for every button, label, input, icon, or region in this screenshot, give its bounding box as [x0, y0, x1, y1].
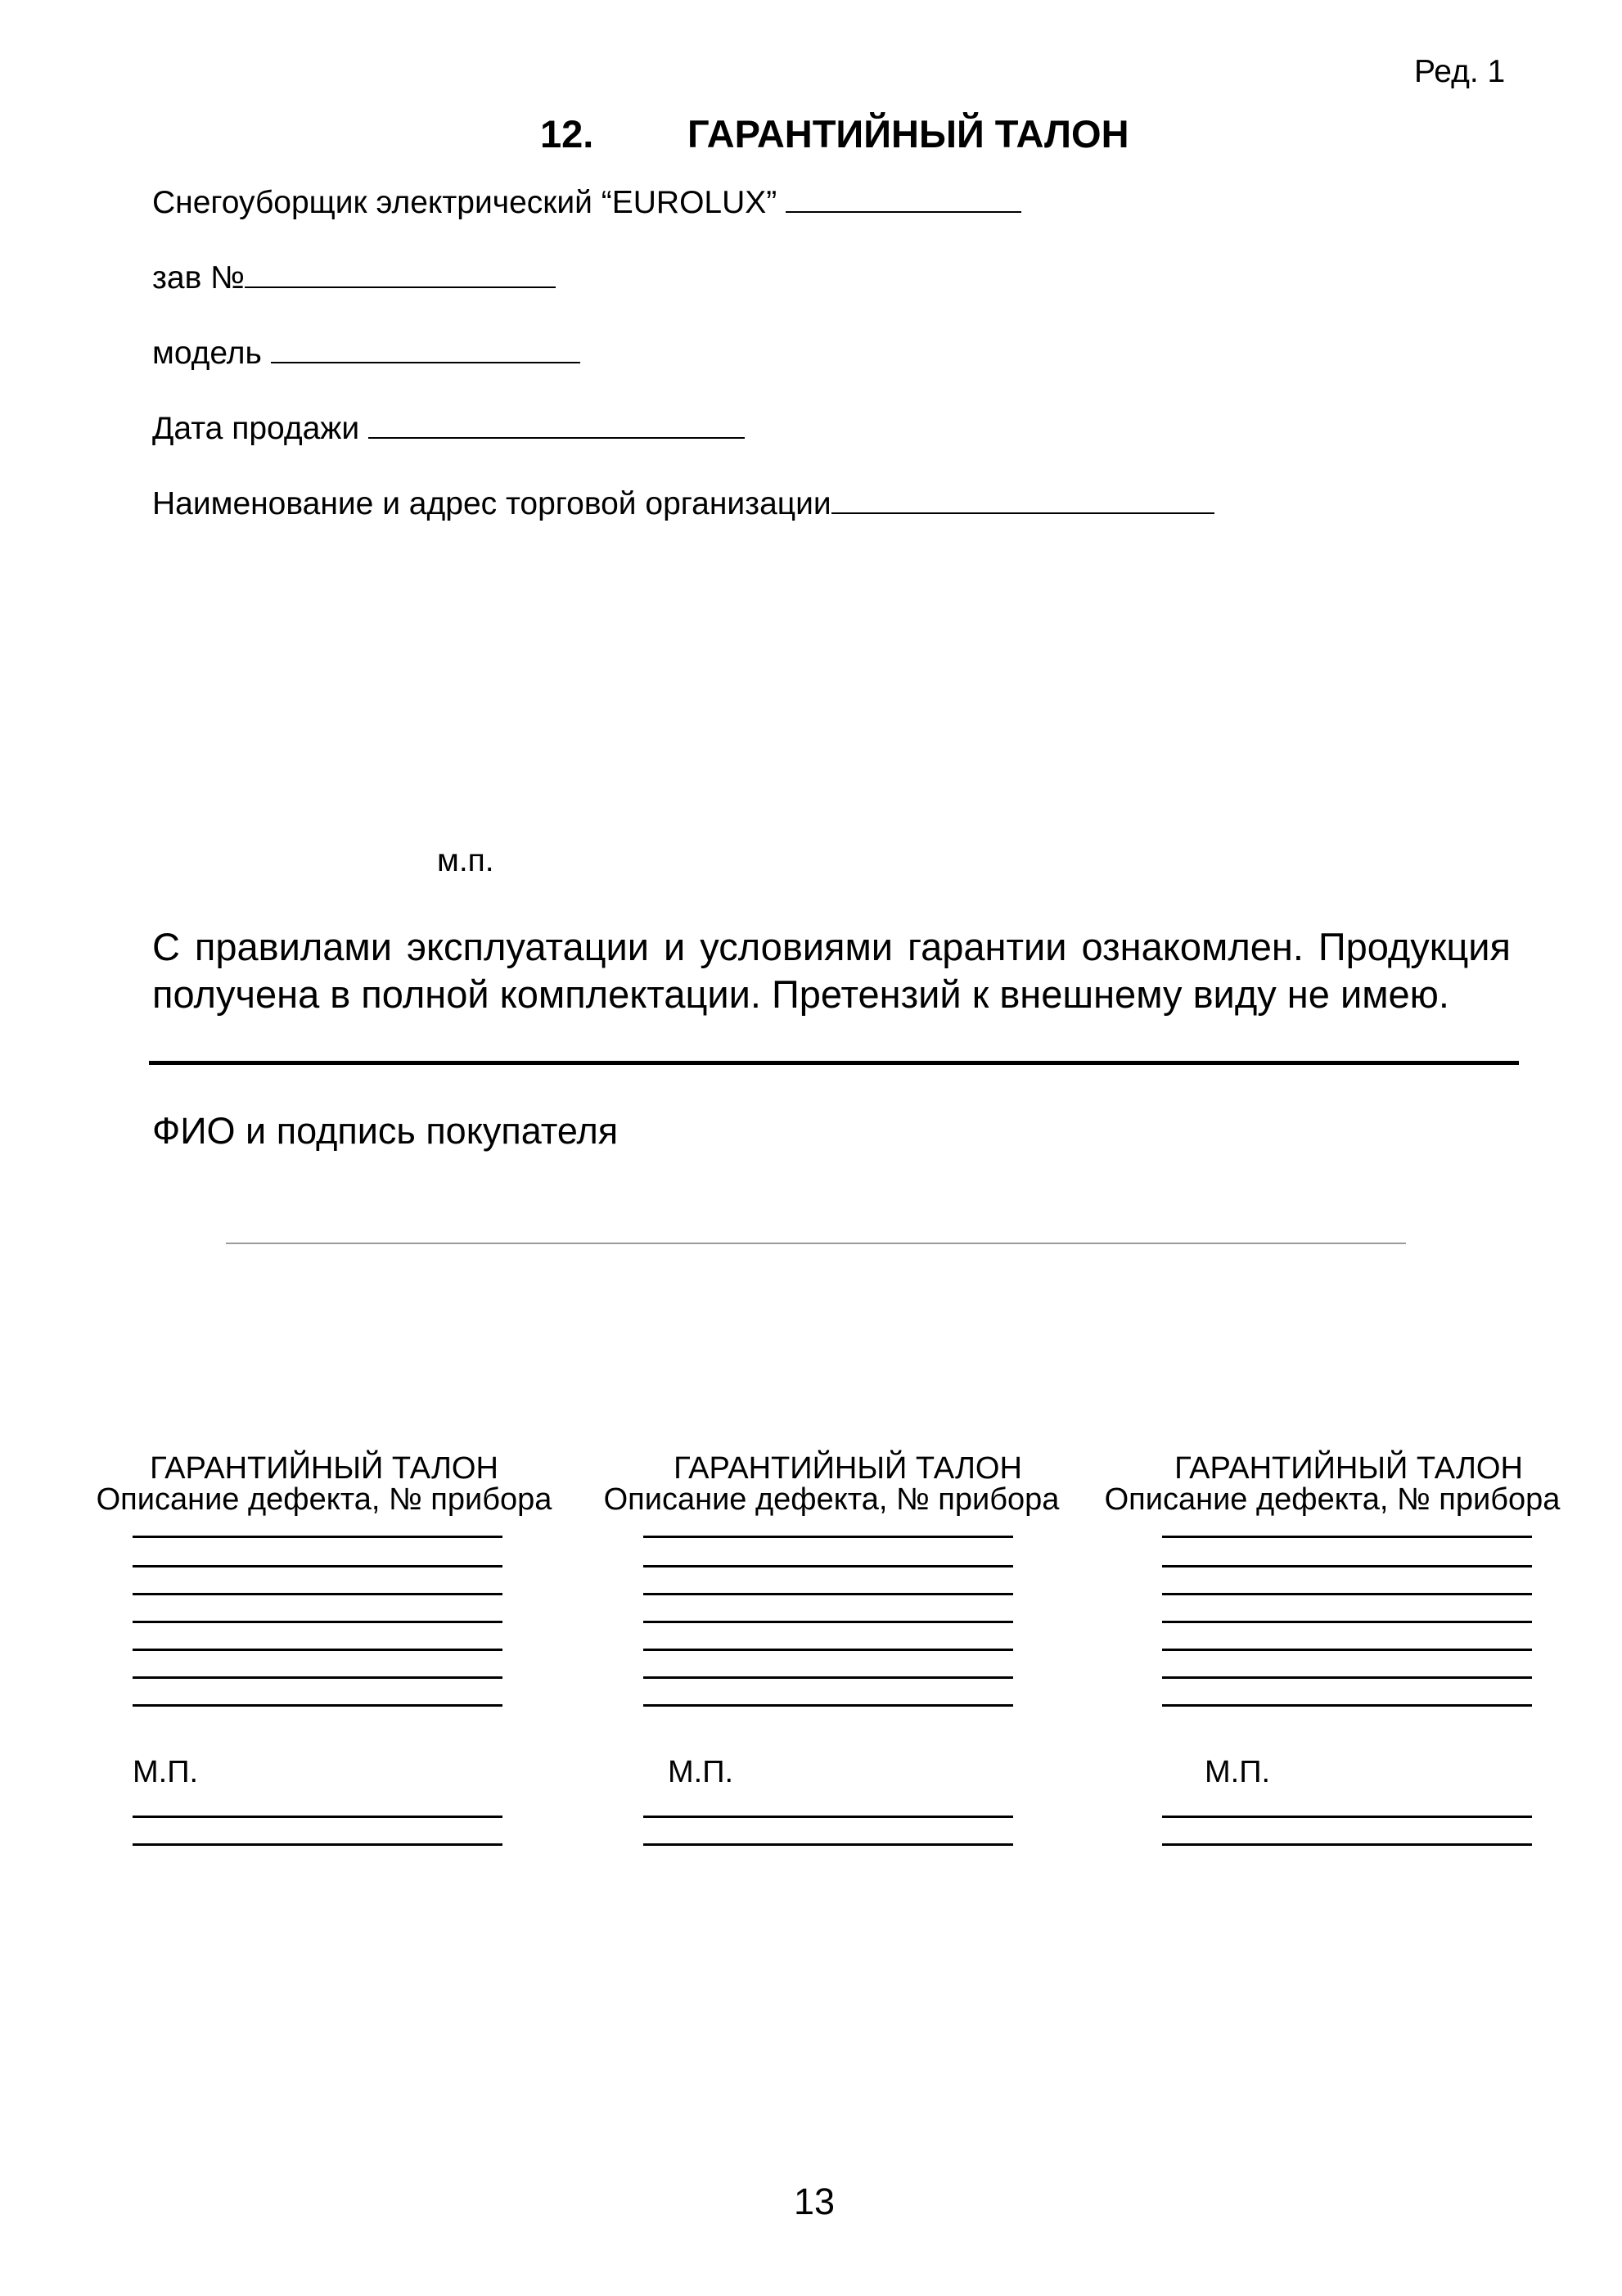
defect-line[interactable]: [133, 1649, 502, 1651]
field-model-blank[interactable]: [271, 337, 580, 363]
cut-line: [226, 1243, 1406, 1244]
section-heading: [540, 111, 1129, 156]
defect-line[interactable]: [1162, 1704, 1532, 1707]
field-product-label: Снегоуборщик электрический “EUROLUX”: [152, 185, 777, 220]
defect-line[interactable]: [1162, 1565, 1532, 1568]
field-sale-date: [152, 411, 745, 447]
revision-label: Ред. 1: [1414, 54, 1506, 89]
defect-line[interactable]: [643, 1704, 1013, 1707]
coupon-stamp-label: М.П.: [133, 1755, 199, 1789]
coupon-title: ГАРАНТИЙНЫЙ ТАЛОН: [674, 1451, 1022, 1486]
defect-line[interactable]: [1162, 1593, 1532, 1595]
defect-line[interactable]: [133, 1704, 502, 1707]
signature-line[interactable]: [643, 1843, 1013, 1846]
stamp-label: м.п.: [437, 843, 494, 878]
coupon-subtitle: Описание дефекта, № прибора: [603, 1482, 1060, 1517]
field-sale-date-label: Дата продажи: [152, 411, 360, 446]
defect-line[interactable]: [643, 1649, 1013, 1651]
coupon-3: [1103, 1451, 1561, 1789]
buyer-signature-label: ФИО и подпись покупателя: [152, 1110, 619, 1152]
buyer-signature-line[interactable]: [149, 1061, 1519, 1065]
field-product-blank[interactable]: [786, 187, 1021, 213]
coupon-stamp-label: М.П.: [1205, 1755, 1271, 1789]
field-serial-blank[interactable]: [245, 262, 556, 288]
field-store: [152, 486, 1214, 522]
page-number: 13: [794, 2181, 836, 2222]
field-serial-label: зав №: [152, 260, 245, 295]
coupon-subtitle: Описание дефекта, № прибора: [96, 1482, 552, 1517]
coupon-title: ГАРАНТИЙНЫЙ ТАЛОН: [1174, 1451, 1523, 1486]
defect-line[interactable]: [643, 1565, 1013, 1568]
field-sale-date-blank[interactable]: [368, 413, 745, 439]
defect-line[interactable]: [1162, 1676, 1532, 1679]
signature-line[interactable]: [133, 1843, 502, 1846]
field-serial: [152, 260, 556, 296]
acknowledgement-text: С правилами эксплуатации и условиями гарантии ознакомлен. Продукция получена в полной комплектации. Претензий к внешнему виду не имею.: [152, 925, 1511, 1016]
field-product: [152, 185, 1021, 221]
field-model: [152, 336, 580, 372]
field-model-label: модель: [152, 336, 262, 371]
signature-line[interactable]: [643, 1816, 1013, 1818]
defect-line[interactable]: [133, 1676, 502, 1679]
defect-line[interactable]: [133, 1565, 502, 1568]
signature-line[interactable]: [1162, 1816, 1532, 1818]
coupon-subtitle: Описание дефекта, № прибора: [1104, 1482, 1561, 1517]
defect-line[interactable]: [133, 1536, 502, 1538]
defect-line[interactable]: [643, 1593, 1013, 1595]
coupon-1: [95, 1451, 553, 1789]
signature-line[interactable]: [133, 1816, 502, 1818]
coupon-2: [602, 1451, 1061, 1789]
field-store-label: Наименование и адрес торговой организации: [152, 486, 831, 521]
defect-line[interactable]: [643, 1676, 1013, 1679]
defect-line[interactable]: [1162, 1649, 1532, 1651]
section-number: 12.: [540, 112, 594, 156]
defect-line[interactable]: [133, 1621, 502, 1623]
signature-line[interactable]: [1162, 1843, 1532, 1846]
coupon-stamp-label: М.П.: [668, 1755, 734, 1789]
defect-line[interactable]: [133, 1593, 502, 1595]
defect-line[interactable]: [1162, 1536, 1532, 1538]
section-title: ГАРАНТИЙНЫЙ ТАЛОН: [687, 112, 1129, 156]
defect-line[interactable]: [1162, 1621, 1532, 1623]
defect-line[interactable]: [643, 1621, 1013, 1623]
defect-line[interactable]: [643, 1536, 1013, 1538]
coupon-title: ГАРАНТИЙНЫЙ ТАЛОН: [150, 1451, 498, 1486]
field-store-blank[interactable]: [831, 488, 1214, 514]
